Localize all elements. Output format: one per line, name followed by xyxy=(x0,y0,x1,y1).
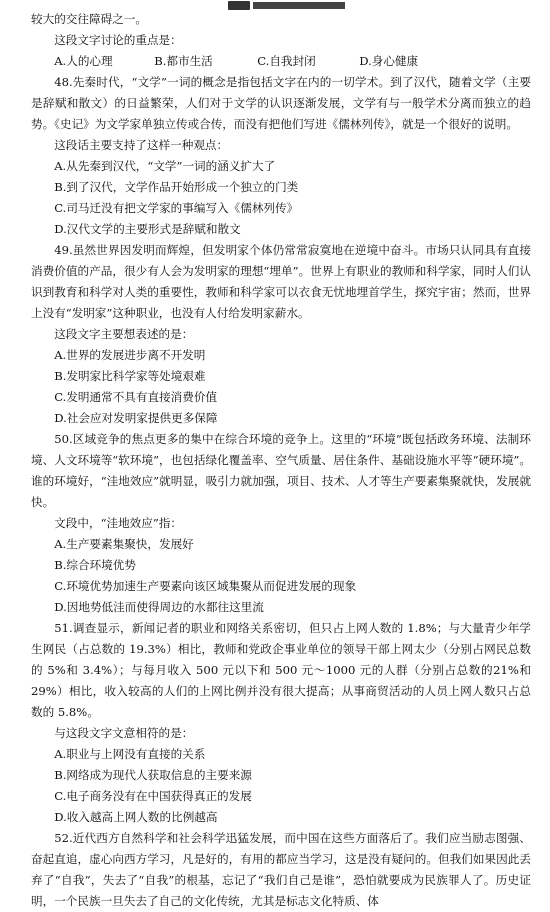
top-fragment: 较大的交往障碍之一。 xyxy=(31,12,147,26)
q51-option-c: C.电子商务没有在中国获得真正的发展 xyxy=(54,789,252,803)
q47-options xyxy=(31,51,531,72)
q50-prompt: 文段中，“洼地效应”指： xyxy=(54,516,182,530)
q49-option-d: D.社会应对发明家提供更多保障 xyxy=(54,411,218,425)
q48-option-b: B.到了汉代，文学作品开始形成一个独立的门类 xyxy=(54,180,299,194)
q47-option-a: A.人的心理 xyxy=(54,54,113,68)
q50-option-a: A.生产要素集聚快，发展好 xyxy=(54,537,194,551)
q49-passage: 49.虽然世界因发明而辉煌，但发明家个体仍常常寂寞地在逆境中奋斗。市场只认同具有直接消费价值的产品，很少有人会为发明家的理想“埋单”。世界上有职业的教师和科学家，同时人们认识到教育和科学对人类的重要性，教师和科学家可以衣食无忧地埋首学生，探究宇宙；然而，世界上没有“发明家”这种职业，也没有人付给发明家薪水。 xyxy=(31,243,531,320)
q48-option-a: A.从先秦到汉代，“文学”一词的涵义扩大了 xyxy=(54,159,276,173)
q49-option-a: A.世界的发展进步离不开发明 xyxy=(54,348,206,362)
q49-prompt: 这段文字主要想表述的是： xyxy=(54,327,194,341)
document-page xyxy=(31,9,531,912)
q47-option-b: B.都市生活 xyxy=(154,54,213,68)
q51-option-d: D.收入越高上网人数的比例越高 xyxy=(54,810,218,824)
q48-option-c: C.司马迁没有把文学家的事编写入《儒林列传》 xyxy=(54,201,299,215)
q50-option-c: C.环境优势加速生产要素向该区域集聚从而促进发展的现象 xyxy=(54,579,357,593)
q50-passage: 50.区域竞争的焦点更多的集中在综合环境的竞争上。这里的“环境”既包括政务环境、法制环境、人文环境等“软环境”，也包括绿化覆盖率、空气质量、居住条件、基础设施水平等“硬环境”。谁的环境好，“洼地效应”就明显，吸引力就加强，项目、技术、人才等生产要素集聚就快，发展就快。 xyxy=(31,432,531,509)
logo-strip xyxy=(253,2,345,9)
q48-passage: 48.先秦时代，“文学”一词的概念是指包括文字在内的一切学术。到了汉代，随着文学（主要是辞赋和散文）的日益繁荣，人们对于文学的认识逐渐发展，文学有与一般学术分离而独立的趋势。《史记》为文学家单独立传或合传，而没有把他们写进《儒林列传》，就是一个很好的说明。 xyxy=(31,75,531,131)
q49-option-b: B.发明家比科学家等处境艰难 xyxy=(54,369,206,383)
q51-option-b: B.网络成为现代人获取信息的主要来源 xyxy=(54,768,252,782)
q47-option-d: D.身心健康 xyxy=(359,54,419,68)
q49-option-c: C.发明通常不具有直接消费价值 xyxy=(54,390,218,404)
q50-option-d: D.因地势低洼而使得周边的水都往这里流 xyxy=(54,600,264,614)
q48-option-d: D.汉代文学的主要形式是辞赋和散文 xyxy=(54,222,241,236)
q47-option-c: C.自我封闭 xyxy=(257,54,316,68)
q51-option-a: A.职业与上网没有直接的关系 xyxy=(54,747,206,761)
q50-option-b: B.综合环境优势 xyxy=(54,558,136,572)
q47-prompt: 这段文字讨论的重点是： xyxy=(54,33,182,47)
q52-passage: 52.近代西方自然科学和社会科学迅猛发展，而中国在这些方面落后了。我们应当励志图强、奋起直追，虚心向西方学习，凡是好的，有用的都应当学习，这是没有疑问的。但我们如果因此丢弃了“自我”，失去了“自我”的根基，忘记了“我们自己是谁”，恐怕就要成为民族罪人了。历史证明，一个民族一旦失去了自己的文化传统，尤其是标志文化特质、体 xyxy=(31,831,531,908)
q51-passage: 51.调查显示，新闻记者的职业和网络关系密切，但只占上网人数的 1.8%；与大量青少年学生网民（占总数的 19.3%）相比，教师和党政企事业单位的领导干部上网太少（分别占网民总数的 5%和 3.4%）；与每月收入 500 元以下和 500 元～1000 元的人群（分别占总数的21%和 29%）相比，收入较高的人们的上网比例并没有很大提高；从事商贸活动的人员上网人数只占总数的 5.8%。 xyxy=(31,621,531,719)
q48-prompt: 这段话主要支持了这样一种观点： xyxy=(54,138,229,152)
q51-prompt: 与这段文字文意相符的是： xyxy=(54,726,194,740)
